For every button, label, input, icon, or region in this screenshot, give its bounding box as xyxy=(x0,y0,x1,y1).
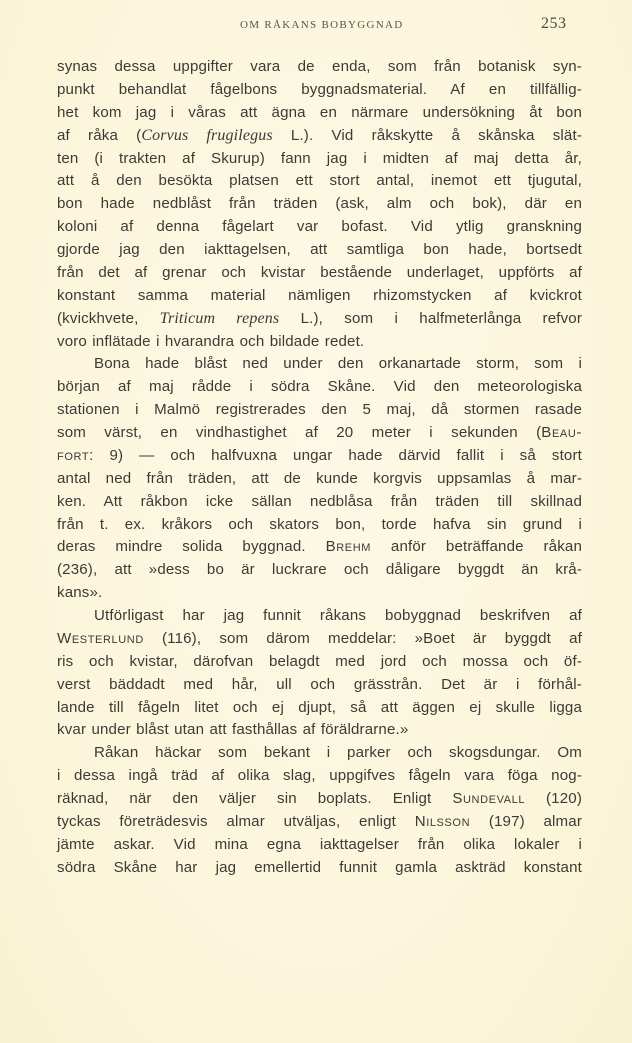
text-segment: (236), att »dess bo är luckrare och dåligare byggdt än krå- xyxy=(57,561,582,579)
text-segment: bon hade nedblåst från träden (ask, alm och bok), där en xyxy=(57,195,582,213)
text-line xyxy=(57,193,582,216)
text-segment: L.). Vid råkskytte å skånska slät- xyxy=(272,126,582,144)
text-segment: (kvickhvete, xyxy=(57,309,160,327)
text-line xyxy=(57,559,582,582)
text-segment: punkt behandlat fågelbons byggnadsmaterial. Af en tillfällig- xyxy=(57,80,582,98)
text-segment: ken. Att råkbon icke sällan nedblåsa från träden till skillnad xyxy=(57,492,582,510)
page-number: 253 xyxy=(541,15,567,32)
text-line xyxy=(57,788,582,811)
text-line xyxy=(57,468,582,491)
text-segment: som värst, en vindhastighet af 20 meter i sekunden ( xyxy=(57,424,542,441)
text-segment: från det af grenar och kvistar bestående underlaget, uppförts af xyxy=(57,263,582,281)
small-caps-author: Westerlund xyxy=(57,629,144,647)
text-segment: jämte askar. Vid mina egna iakttagelser från olika lokaler i xyxy=(57,835,582,853)
text-line xyxy=(57,811,582,834)
text-line xyxy=(57,239,582,262)
text-line xyxy=(57,285,582,308)
text-segment: ris och kvistar, därofvan belagdt med jord och mossa och öf- xyxy=(57,652,582,670)
text-line xyxy=(57,125,582,148)
small-caps-author: Brehm xyxy=(325,538,372,556)
text-segment: gjorde jag den iakttagelsen, att samtliga bon hade, bortsedt xyxy=(57,241,582,258)
paragraph-first-line xyxy=(57,353,582,376)
text-segment: Bona hade blåst ned under den orkanartade storm, som i xyxy=(94,355,582,373)
text-line xyxy=(57,765,582,788)
small-caps-author: Beau- xyxy=(541,424,582,441)
text-line xyxy=(57,399,582,422)
text-segment: början af maj rådde i södra Skåne. Vid den meteorologiska xyxy=(57,378,582,396)
text-line xyxy=(57,674,582,697)
text-line xyxy=(57,422,582,445)
small-caps-author: fort xyxy=(57,446,90,464)
text-segment: antal ned från träden, att de kunde korgvis uppsamlas å mar- xyxy=(57,469,582,487)
text-line xyxy=(57,857,582,880)
text-line xyxy=(57,56,582,79)
text-segment: Råkan häckar som bekant i parker och skogsdungar. Om xyxy=(94,744,582,762)
text-line xyxy=(57,102,582,125)
text-segment: lande till fågeln litet och ej djupt, så att äggen ej skulle ligga xyxy=(57,698,582,716)
text-line xyxy=(57,376,582,399)
text-segment: Utförligast har jag funnit råkans bobyggnad beskrifven af xyxy=(94,607,582,624)
small-caps-author: Sundevall xyxy=(452,790,526,807)
text-segment: kans». xyxy=(57,584,103,602)
text-segment: : 9) — och halfvuxna ungar hade därvid fallit i så stort xyxy=(89,446,582,464)
text-line xyxy=(57,719,582,742)
text-segment: verst bäddadt med hår, ull och grässtrån. Det är i förhål- xyxy=(57,675,582,693)
text-segment: ten (i trakten af Skurup) fann jag i midten af maj detta år, xyxy=(57,149,582,167)
text-line xyxy=(57,308,582,331)
text-segment: voro inflätade i hvarandra och bildade redet. xyxy=(57,332,365,350)
text-segment: konstant samma material nämligen rhizomstycken af kvickrot xyxy=(57,286,582,304)
text-segment: het kom jag i våras att ägna en närmare undersökning åt bon xyxy=(57,103,582,121)
text-segment: (116), som därom meddelar: »Boet är byggdt af xyxy=(143,629,582,647)
running-title: OM RÅKANS BOBYGGNAD xyxy=(240,19,404,31)
text-segment: att å den besökta platsen ett stort antal, inemot ett tjugutal, xyxy=(57,172,582,190)
text-segment: kvar under blåst utan att fasthållas af föräldrarne.» xyxy=(57,721,409,739)
text-line xyxy=(57,148,582,171)
text-line xyxy=(57,697,582,720)
running-head xyxy=(0,15,632,35)
text-line xyxy=(57,491,582,514)
text-segment: från t. ex. kråkors och skators bon, torde hafva sin grund i xyxy=(57,515,582,533)
text-segment: deras mindre solida byggnad. xyxy=(57,538,326,556)
text-segment: räknad, när den väljer sin boplats. Enligt xyxy=(57,790,453,807)
text-line xyxy=(57,170,582,193)
body-text xyxy=(57,56,582,880)
text-line xyxy=(57,536,582,559)
text-segment: L.), som i halfmeterlånga refvor xyxy=(279,309,583,327)
text-line xyxy=(57,79,582,102)
paragraph-first-line xyxy=(57,605,582,628)
text-line xyxy=(57,331,582,354)
text-segment: anför beträffande råkan xyxy=(371,538,583,556)
text-segment: af råka ( xyxy=(57,126,142,144)
italic-taxon: Triticum repens xyxy=(159,309,280,327)
italic-taxon: Corvus frugilegus xyxy=(141,126,273,144)
text-line xyxy=(57,628,582,651)
text-segment: södra Skåne har jag emellertid funnit gamla askträd konstant xyxy=(57,858,582,876)
text-segment: (120) xyxy=(525,790,582,807)
text-segment: (197) almar xyxy=(470,812,582,830)
text-line xyxy=(57,582,582,605)
text-line xyxy=(57,834,582,857)
text-segment: synas dessa uppgifter vara de enda, som från botanisk syn- xyxy=(57,58,582,75)
text-line xyxy=(57,216,582,239)
text-segment: koloni af denna fågelart var bofast. Vid ytlig granskning xyxy=(57,218,582,236)
text-segment: tyckas företrädesvis almar utväljas, enligt xyxy=(57,812,415,830)
text-line xyxy=(57,262,582,285)
text-line xyxy=(57,651,582,674)
text-segment: i dessa ingå träd af olika slag, uppgifves fågeln vara föga nog- xyxy=(57,767,582,785)
text-line xyxy=(57,514,582,537)
paragraph-first-line xyxy=(57,742,582,765)
text-segment: stationen i Malmö registrerades den 5 maj, då stormen rasade xyxy=(57,401,582,419)
small-caps-author: Nilsson xyxy=(414,812,471,830)
text-line xyxy=(57,445,582,468)
